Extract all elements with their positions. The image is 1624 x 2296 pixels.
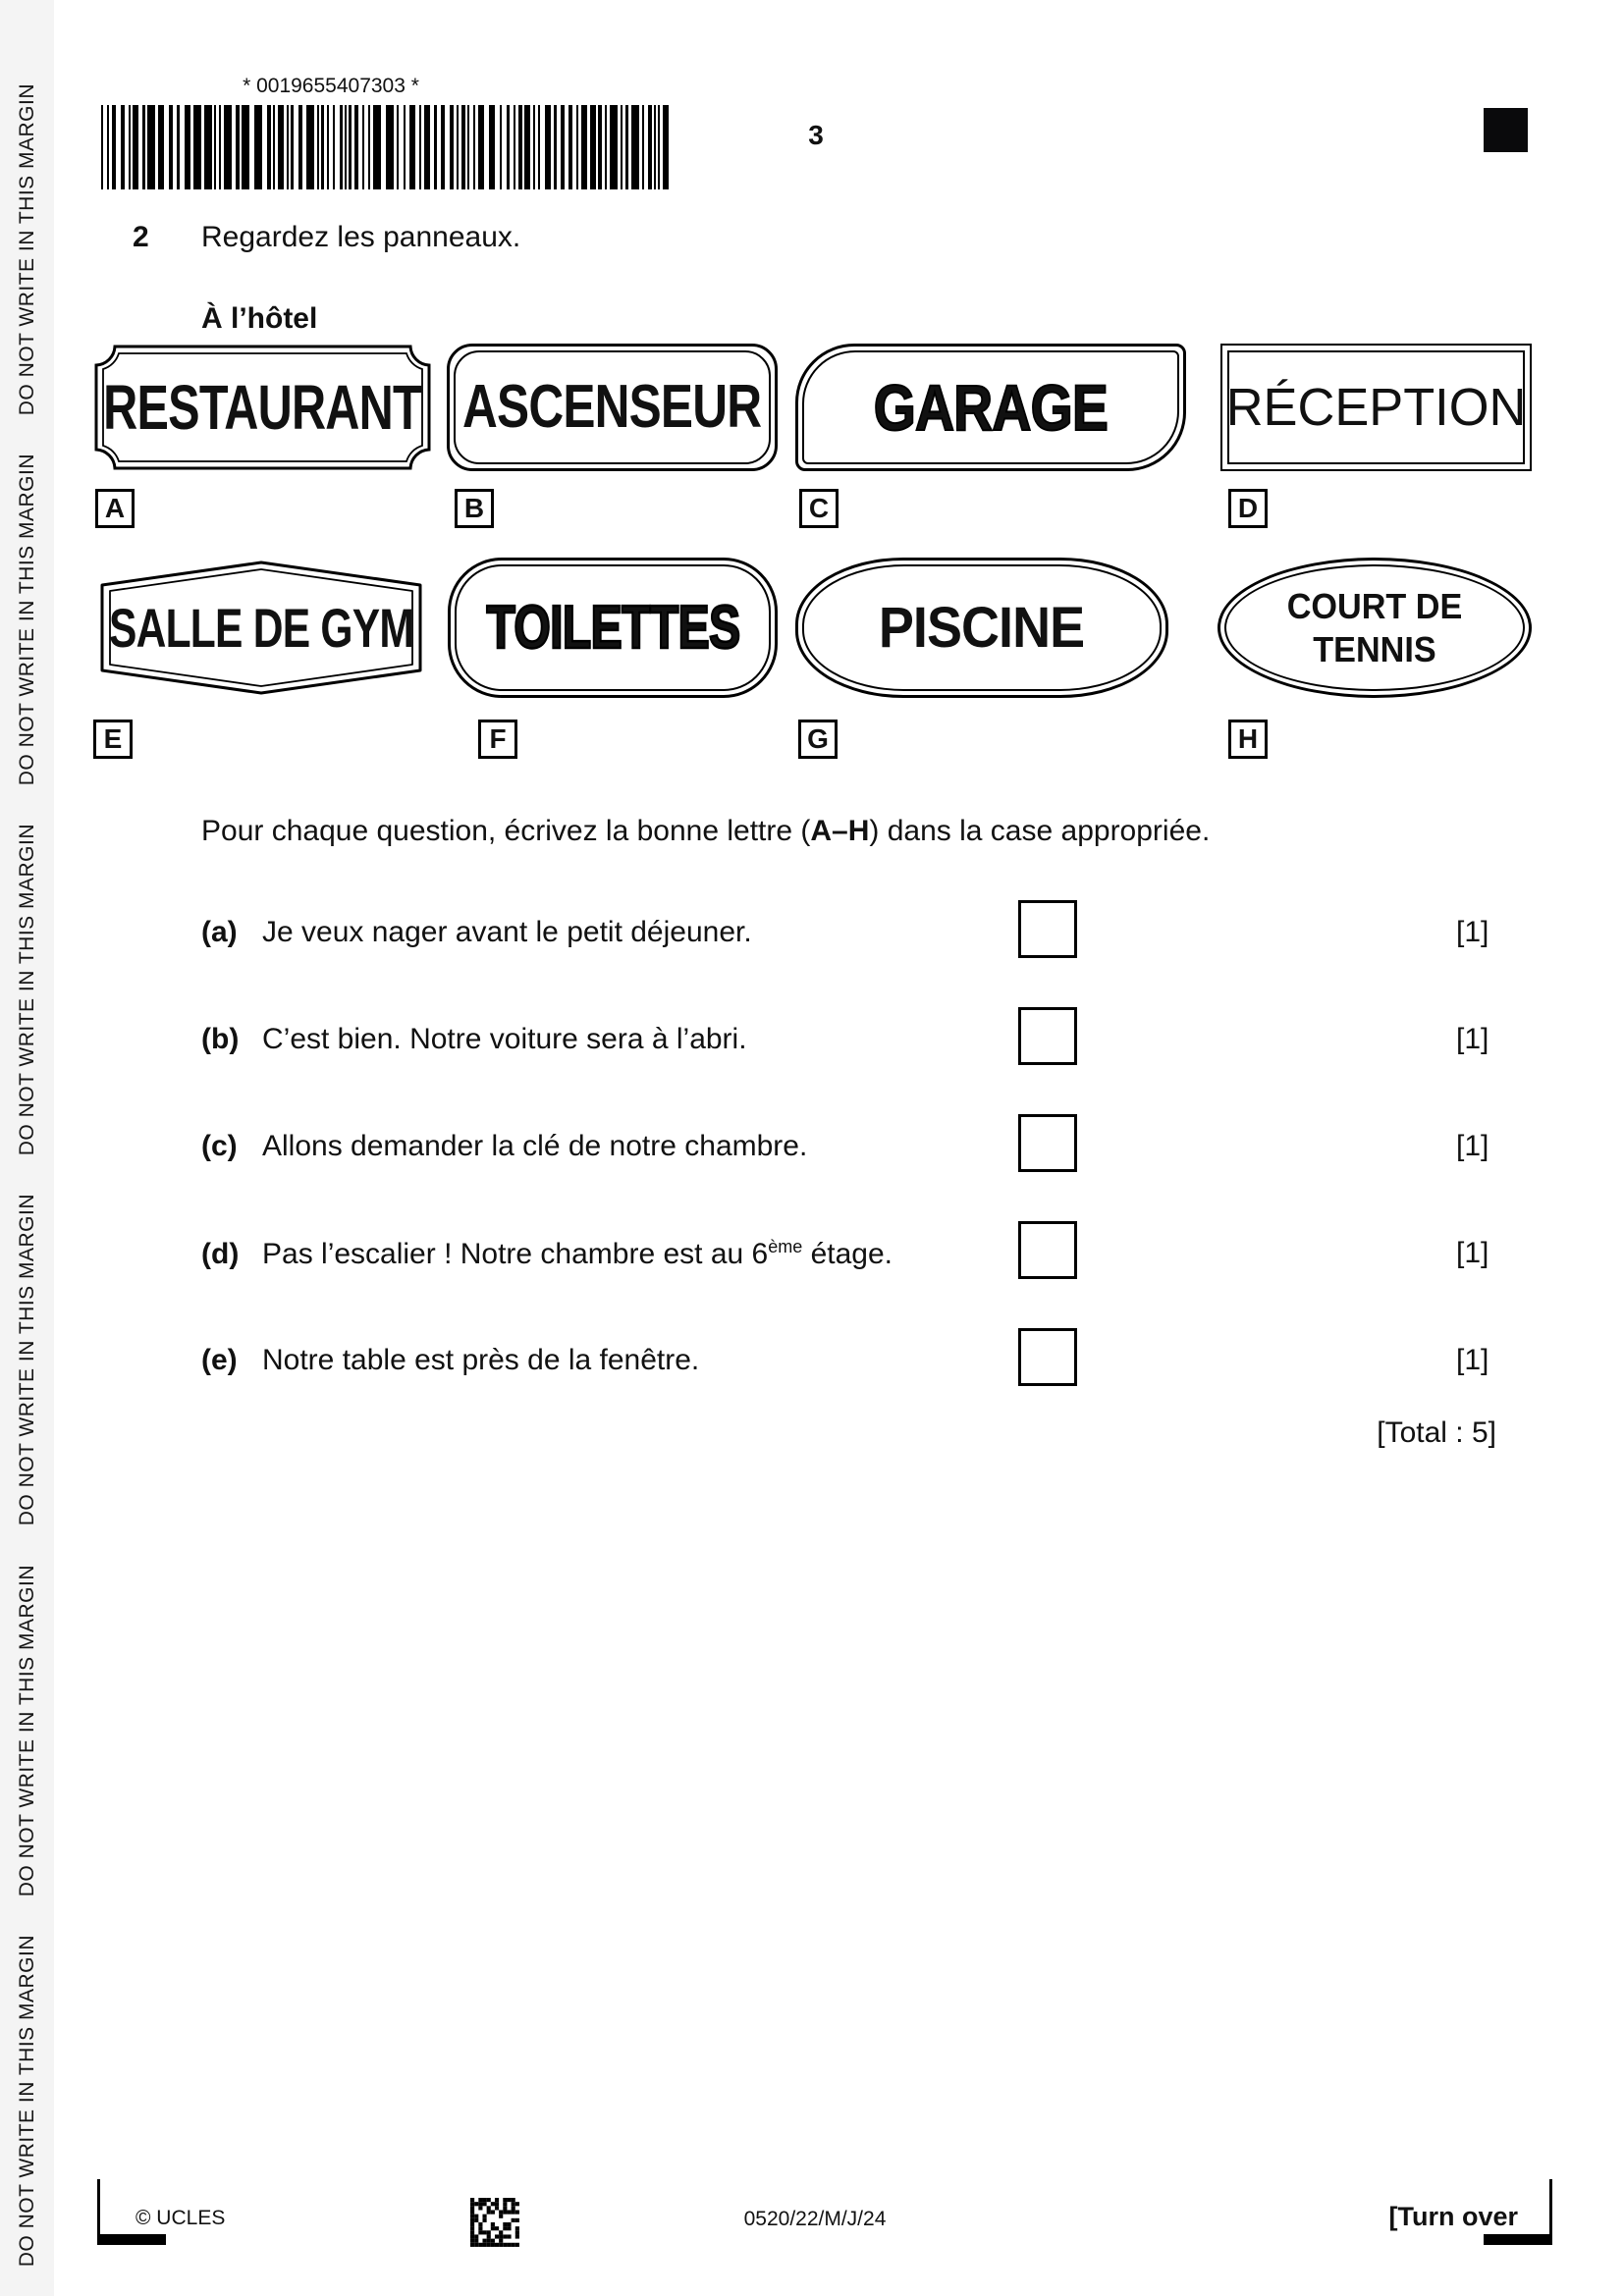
sign-garage [795, 344, 1186, 471]
answer-box-c[interactable] [1018, 1114, 1077, 1172]
margin-warning-text: DO NOT WRITE IN THIS MARGIN [15, 1564, 38, 1896]
sign-salle-de-gym [96, 558, 426, 698]
sign-letter-D: D [1228, 489, 1268, 528]
question-e [201, 1344, 699, 1377]
question-text: Je veux nager avant le petit déjeuner. [262, 916, 752, 948]
sign-letter-B: B [455, 489, 494, 528]
sign-court-de-tennis [1218, 558, 1532, 698]
margin-warning-text: DO NOT WRITE IN THIS MARGIN [15, 83, 38, 416]
crop-mark-right-icon [1484, 2234, 1552, 2245]
question-intro: Regardez les panneaux. [201, 221, 521, 253]
margin-warning-text: DO NOT WRITE IN THIS MARGIN [15, 824, 38, 1156]
sign-inner-frame [454, 350, 771, 464]
datamatrix-code-icon [470, 2198, 519, 2247]
barcode-icon [101, 105, 678, 189]
answer-box-a[interactable] [1018, 900, 1077, 958]
sign-inner-frame [802, 564, 1162, 691]
question-label: (d) [201, 1238, 240, 1270]
sign-inner-frame [802, 350, 1179, 464]
mark-d: [1] [1456, 1237, 1489, 1269]
question-text: Pas l’escalier ! Notre chambre est au 6ème étage. [262, 1237, 893, 1270]
total-marks: [Total : 5] [1377, 1416, 1496, 1449]
sign-letter-F: F [478, 720, 517, 759]
question-label: (e) [201, 1344, 238, 1376]
sign-label: RESTAURANT [103, 372, 422, 443]
answer-box-e[interactable] [1018, 1328, 1077, 1386]
margin-warning-text: DO NOT WRITE IN THIS MARGIN [15, 454, 38, 786]
sign-reception [1220, 344, 1532, 471]
margin-warning-text: DO NOT WRITE IN THIS MARGIN [15, 1194, 38, 1526]
question-text: Allons demander la clé de notre chambre. [262, 1130, 808, 1162]
mark-c: [1] [1456, 1130, 1489, 1162]
sign-toilettes [448, 558, 778, 698]
copyright-text: © UCLES [135, 2207, 226, 2229]
instruction-text: Pour chaque question, écrivez la bonne lettre (A–H) dans la case appropriée. [201, 815, 1211, 847]
sign-label: RÉCEPTION [1225, 378, 1527, 437]
question-b [201, 1023, 747, 1056]
crop-mark-left-icon [97, 2234, 166, 2245]
sign-letter-A: A [95, 489, 135, 528]
sign-letter-C: C [799, 489, 839, 528]
sign-label: PISCINE [879, 595, 1085, 660]
sign-letter-G: G [798, 720, 838, 759]
page-number: 3 [808, 120, 824, 150]
question-label: (a) [201, 916, 238, 948]
sign-inner-frame [455, 564, 771, 691]
question-text: C’est bien. Notre voiture sera à l’abri. [262, 1023, 747, 1055]
question-number: 2 [133, 221, 149, 253]
answer-box-b[interactable] [1018, 1007, 1077, 1065]
paper-code: 0520/22/M/J/24 [743, 2208, 887, 2230]
sign-letter-H: H [1228, 720, 1268, 759]
left-margin [0, 0, 54, 2296]
sign-label: GARAGE [873, 371, 1109, 444]
question-d [201, 1237, 893, 1271]
mark-b: [1] [1456, 1023, 1489, 1055]
question-label: (b) [201, 1023, 240, 1055]
sign-label: COURT DE TENNIS [1286, 585, 1463, 669]
sign-label: SALLE DE GYM [108, 596, 414, 659]
sign-label: TOILETTES [485, 593, 740, 662]
answer-box-d[interactable] [1018, 1221, 1077, 1279]
mark-a: [1] [1456, 916, 1489, 948]
mark-e: [1] [1456, 1344, 1489, 1376]
sign-letter-E: E [93, 720, 133, 759]
question-a [201, 916, 752, 949]
corner-marker-icon [1484, 108, 1528, 152]
question-c [201, 1130, 807, 1163]
sign-inner-frame [1227, 350, 1525, 464]
sign-label: ASCENSEUR [462, 373, 762, 441]
section-heading: À l’hôtel [201, 302, 318, 335]
barcode-number: * 0019655407303 * [243, 75, 419, 97]
sign-inner-frame [1224, 564, 1525, 691]
question-text: Notre table est près de la fenêtre. [262, 1344, 700, 1376]
sign-piscine [795, 558, 1168, 698]
sign-ascenseur [447, 344, 778, 471]
margin-warning-text: DO NOT WRITE IN THIS MARGIN [15, 1934, 38, 2267]
question-label: (c) [201, 1130, 238, 1162]
sign-restaurant [93, 344, 432, 471]
turn-over-label: [Turn over [1388, 2202, 1518, 2231]
